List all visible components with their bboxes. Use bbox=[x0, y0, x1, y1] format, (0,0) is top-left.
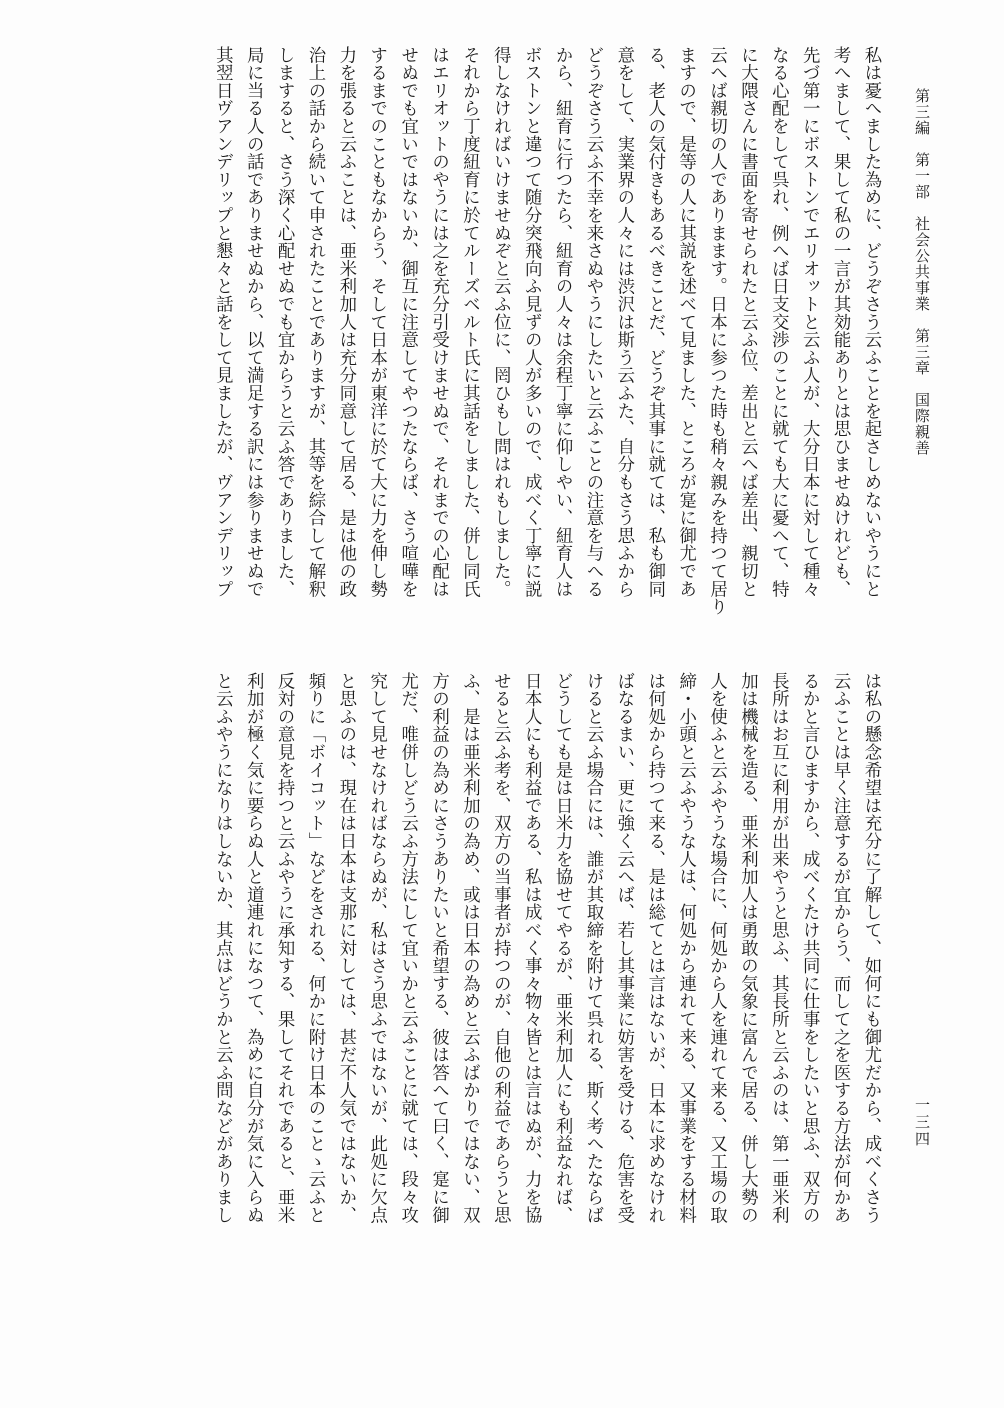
page-number: 一三四 bbox=[913, 1097, 931, 1148]
text-line: せぬでも宜いではないか、御互に注意してやつたならば、さう喧嘩を bbox=[397, 46, 418, 598]
text-line: 私は憂へました為めに、どうぞさう云ふことを起さしめないやうにと bbox=[861, 46, 881, 598]
text-line: 加は機械を造る、亜米利加人は勇敢の気象に富んで居る、併し大勢の bbox=[737, 672, 758, 1224]
text-line: に大隈さんに書面を寄せられたと云ふ位、差出と云へば差出、親切と bbox=[737, 46, 758, 598]
text-line: 力を張ると云ふことは、亜米利加人は充分同意して居る、是は他の政 bbox=[335, 46, 356, 598]
text-line: 人を使ふと云ふやうな場合に、何処から人を連れて来る、又工場の取 bbox=[706, 672, 727, 1224]
text-line: と云ふやうになりはしないか、其点はどうかと云ふ問などがありまし bbox=[212, 672, 233, 1224]
text-line: どうぞさう云ふ不幸を来さぬやうにしたいと云ふことの注意を与へる bbox=[582, 46, 603, 598]
text-line: は何処から持つて来る、是は総てとは言はないが、日本に求めなけれ bbox=[644, 672, 665, 1224]
text-line: るかと言ひますから、成べくたけ共同に仕事をしたいと思ふ、双方の bbox=[799, 672, 820, 1224]
text-line: なる心配をして呉れ、例へば日支交渉のことに就ても大に憂へて、特 bbox=[768, 46, 789, 598]
text-line: ばなるまい、更に強く云へば、若し其事業に妨害を受ける、危害を受 bbox=[613, 672, 634, 1224]
text-line: ボストンと違つて随分突飛向ふ見ずの人が多いので、成べく丁寧に説 bbox=[521, 46, 542, 598]
text-line: 治上の話から続いて申されたことでありますが、其等を綜合して解釈 bbox=[304, 46, 325, 598]
text-line: ふ、是は亜米利加の為め、或は日本の為めと云ふばかりではない、双 bbox=[459, 672, 480, 1224]
upper-text-block bbox=[206, 46, 886, 646]
text-line: ますので、是等の人に其説を述べて見ました、ところが寔に御尤であ bbox=[675, 46, 696, 598]
text-line: から、紐育に行つたら、紐育の人々は余程丁寧に仰しやい、紐育人は bbox=[552, 46, 573, 598]
text-line: するまでのこともなからう、そして日本が東洋に於て大に力を伸し勢 bbox=[366, 46, 387, 598]
text-line: 得しなければいけませぬぞと云ふ位に、罔ひもし問はれもしました。 bbox=[490, 46, 511, 598]
text-line: 締・小頭と云ふやうな人は、何処から連れて来る、又事業をする材料 bbox=[675, 672, 696, 1224]
text-line: 方の利益の為めにさうありたいと希望する、彼は答へて曰く、寔に御 bbox=[428, 672, 449, 1224]
running-header: 第三編 第一部 社会公共事業 第三章 国際親善 bbox=[913, 88, 931, 456]
text-line: 意をして、実業界の人々には渋沢は斯う云ふた、自分もさう思ふから bbox=[613, 46, 634, 598]
text-line: それから丁度紐育に於てルーズベルト氏に其話をしました、併し同氏 bbox=[459, 46, 480, 598]
text-line: 局に当る人の話でありませぬから、以て満足する訳には参りませぬで bbox=[243, 46, 264, 598]
text-line: 云へば親切の人でありまます。日本に参つた時も稍々親みを持つて居り bbox=[706, 46, 727, 616]
text-line: 利加が極く気に要らぬ人と道連れになつて、為めに自分が気に入らぬ bbox=[243, 672, 264, 1224]
text-line: 頻りに「ボイコット」などをされる、何かに附け日本のことゝ云ふと bbox=[304, 672, 325, 1224]
text-line: は私の懸念希望は充分に了解して、如何にも御尤だから、成べくさう bbox=[861, 672, 881, 1224]
lower-text-block bbox=[206, 672, 886, 1272]
text-line: る、老人の気付きもあるべきことだ、どうぞ其事に就ては、私も御同 bbox=[644, 46, 665, 598]
text-line: 反対の意見を持つと云ふやうに承知する、果してそれであると、亜米 bbox=[274, 672, 295, 1224]
text-line: 日本人にも利益である、私は成べく事々物々皆とは言はぬが、力を協 bbox=[521, 672, 542, 1224]
text-line: 尤だ、唯併しどう云ふ方法にして宜いかと云ふことに就ては、段々攻 bbox=[397, 672, 418, 1224]
text-line: しますると、さう深く心配せぬでも宜からうと云ふ答でありました、 bbox=[274, 46, 295, 598]
text-line: どうしても是は日米力を協せてやるが、亜米利加人にも利益なれば、 bbox=[552, 672, 573, 1224]
text-line: 先づ第一にボストンでエリオットと云ふ人が、大分日本に対して種々 bbox=[799, 46, 820, 598]
text-line: 考へまして、果して私の一言が其効能ありとは思ひませぬけれども、 bbox=[830, 46, 851, 598]
text-line: けると云ふ場合には、誰が其取締を附けて呉れる、斯く考へたならば bbox=[582, 672, 603, 1224]
text-line: 其翌日ヴアンデリップと懇々と話をして見ましたが、ヴアンデリップ bbox=[212, 46, 233, 598]
text-line: せると云ふ考を、双方の当事者が持つのが、自他の利益であらうと思 bbox=[490, 672, 511, 1224]
text-line: はエリオットのやうには之を充分引受けませぬで、それまでの心配は bbox=[428, 46, 449, 598]
text-line: 長所はお互に利用が出来やうと思ふ、其長所と云ふのは、第一亜米利 bbox=[768, 672, 789, 1224]
text-line: と思ふのは、現在は日本は支那に対しては、甚だ不人気ではないか、 bbox=[335, 672, 356, 1224]
text-line: 究して見せなければならぬが、私はさう思ふではないが、此処に欠点 bbox=[366, 672, 387, 1224]
text-line: 云ふことは早く注意するが宜からう、而して之を医する方法が何かあ bbox=[830, 672, 851, 1224]
